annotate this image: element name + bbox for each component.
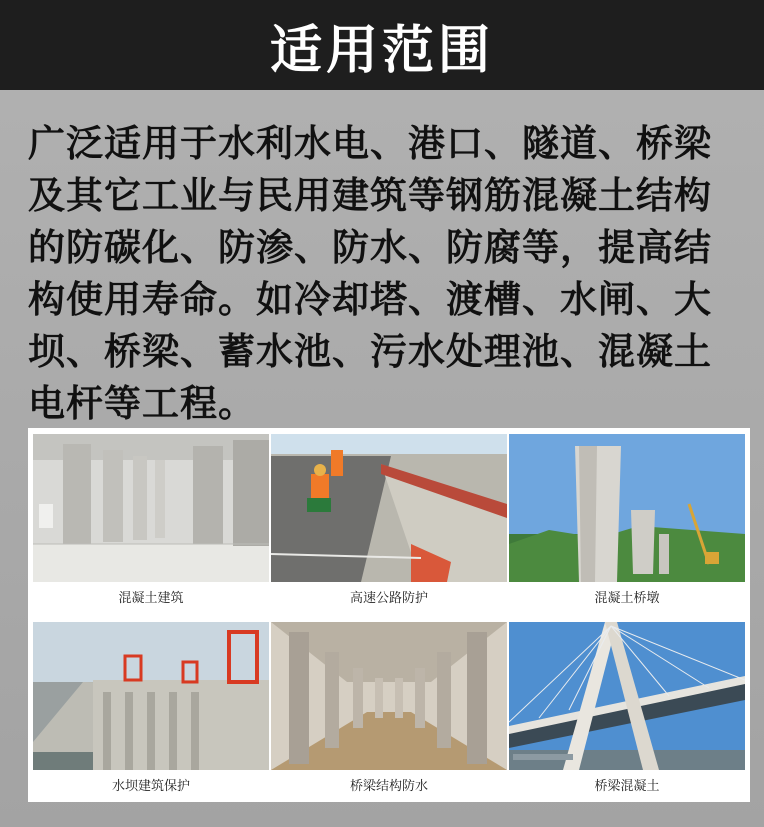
header-bar	[0, 0, 764, 90]
gallery-caption: 桥梁混凝土	[594, 779, 660, 794]
description	[28, 118, 740, 430]
dam-photo	[33, 622, 269, 770]
cable-bridge-photo	[509, 622, 745, 770]
description-line: 坝、桥梁、蓄水池、污水处理池、混凝土	[28, 330, 712, 373]
bridge-structure-photo	[271, 622, 507, 770]
description-line: 广泛适用于水利水电、港口、隧道、桥梁	[28, 122, 712, 165]
gallery-caption: 混凝土桥墩	[594, 591, 660, 606]
gallery-caption: 水坝建筑保护	[111, 779, 190, 794]
highway-protection-photo	[271, 434, 507, 582]
description-line: 的防碳化、防渗、防水、防腐等，提高结	[28, 226, 712, 269]
application-gallery	[28, 428, 750, 802]
gallery-caption: 高速公路防护	[349, 591, 428, 606]
description-line: 构使用寿命。如冷却塔、渡槽、水闸、大	[28, 278, 712, 321]
page-title: 适用范围	[269, 20, 494, 81]
description-line: 及其它工业与民用建筑等钢筋混凝土结构	[28, 174, 712, 217]
description-line: 电杆等工程。	[28, 382, 256, 425]
gallery-caption: 桥梁结构防水	[349, 779, 428, 794]
gallery-caption: 混凝土建筑	[118, 591, 184, 606]
bridge-pier-photo	[509, 434, 745, 582]
concrete-building-photo	[33, 434, 269, 582]
